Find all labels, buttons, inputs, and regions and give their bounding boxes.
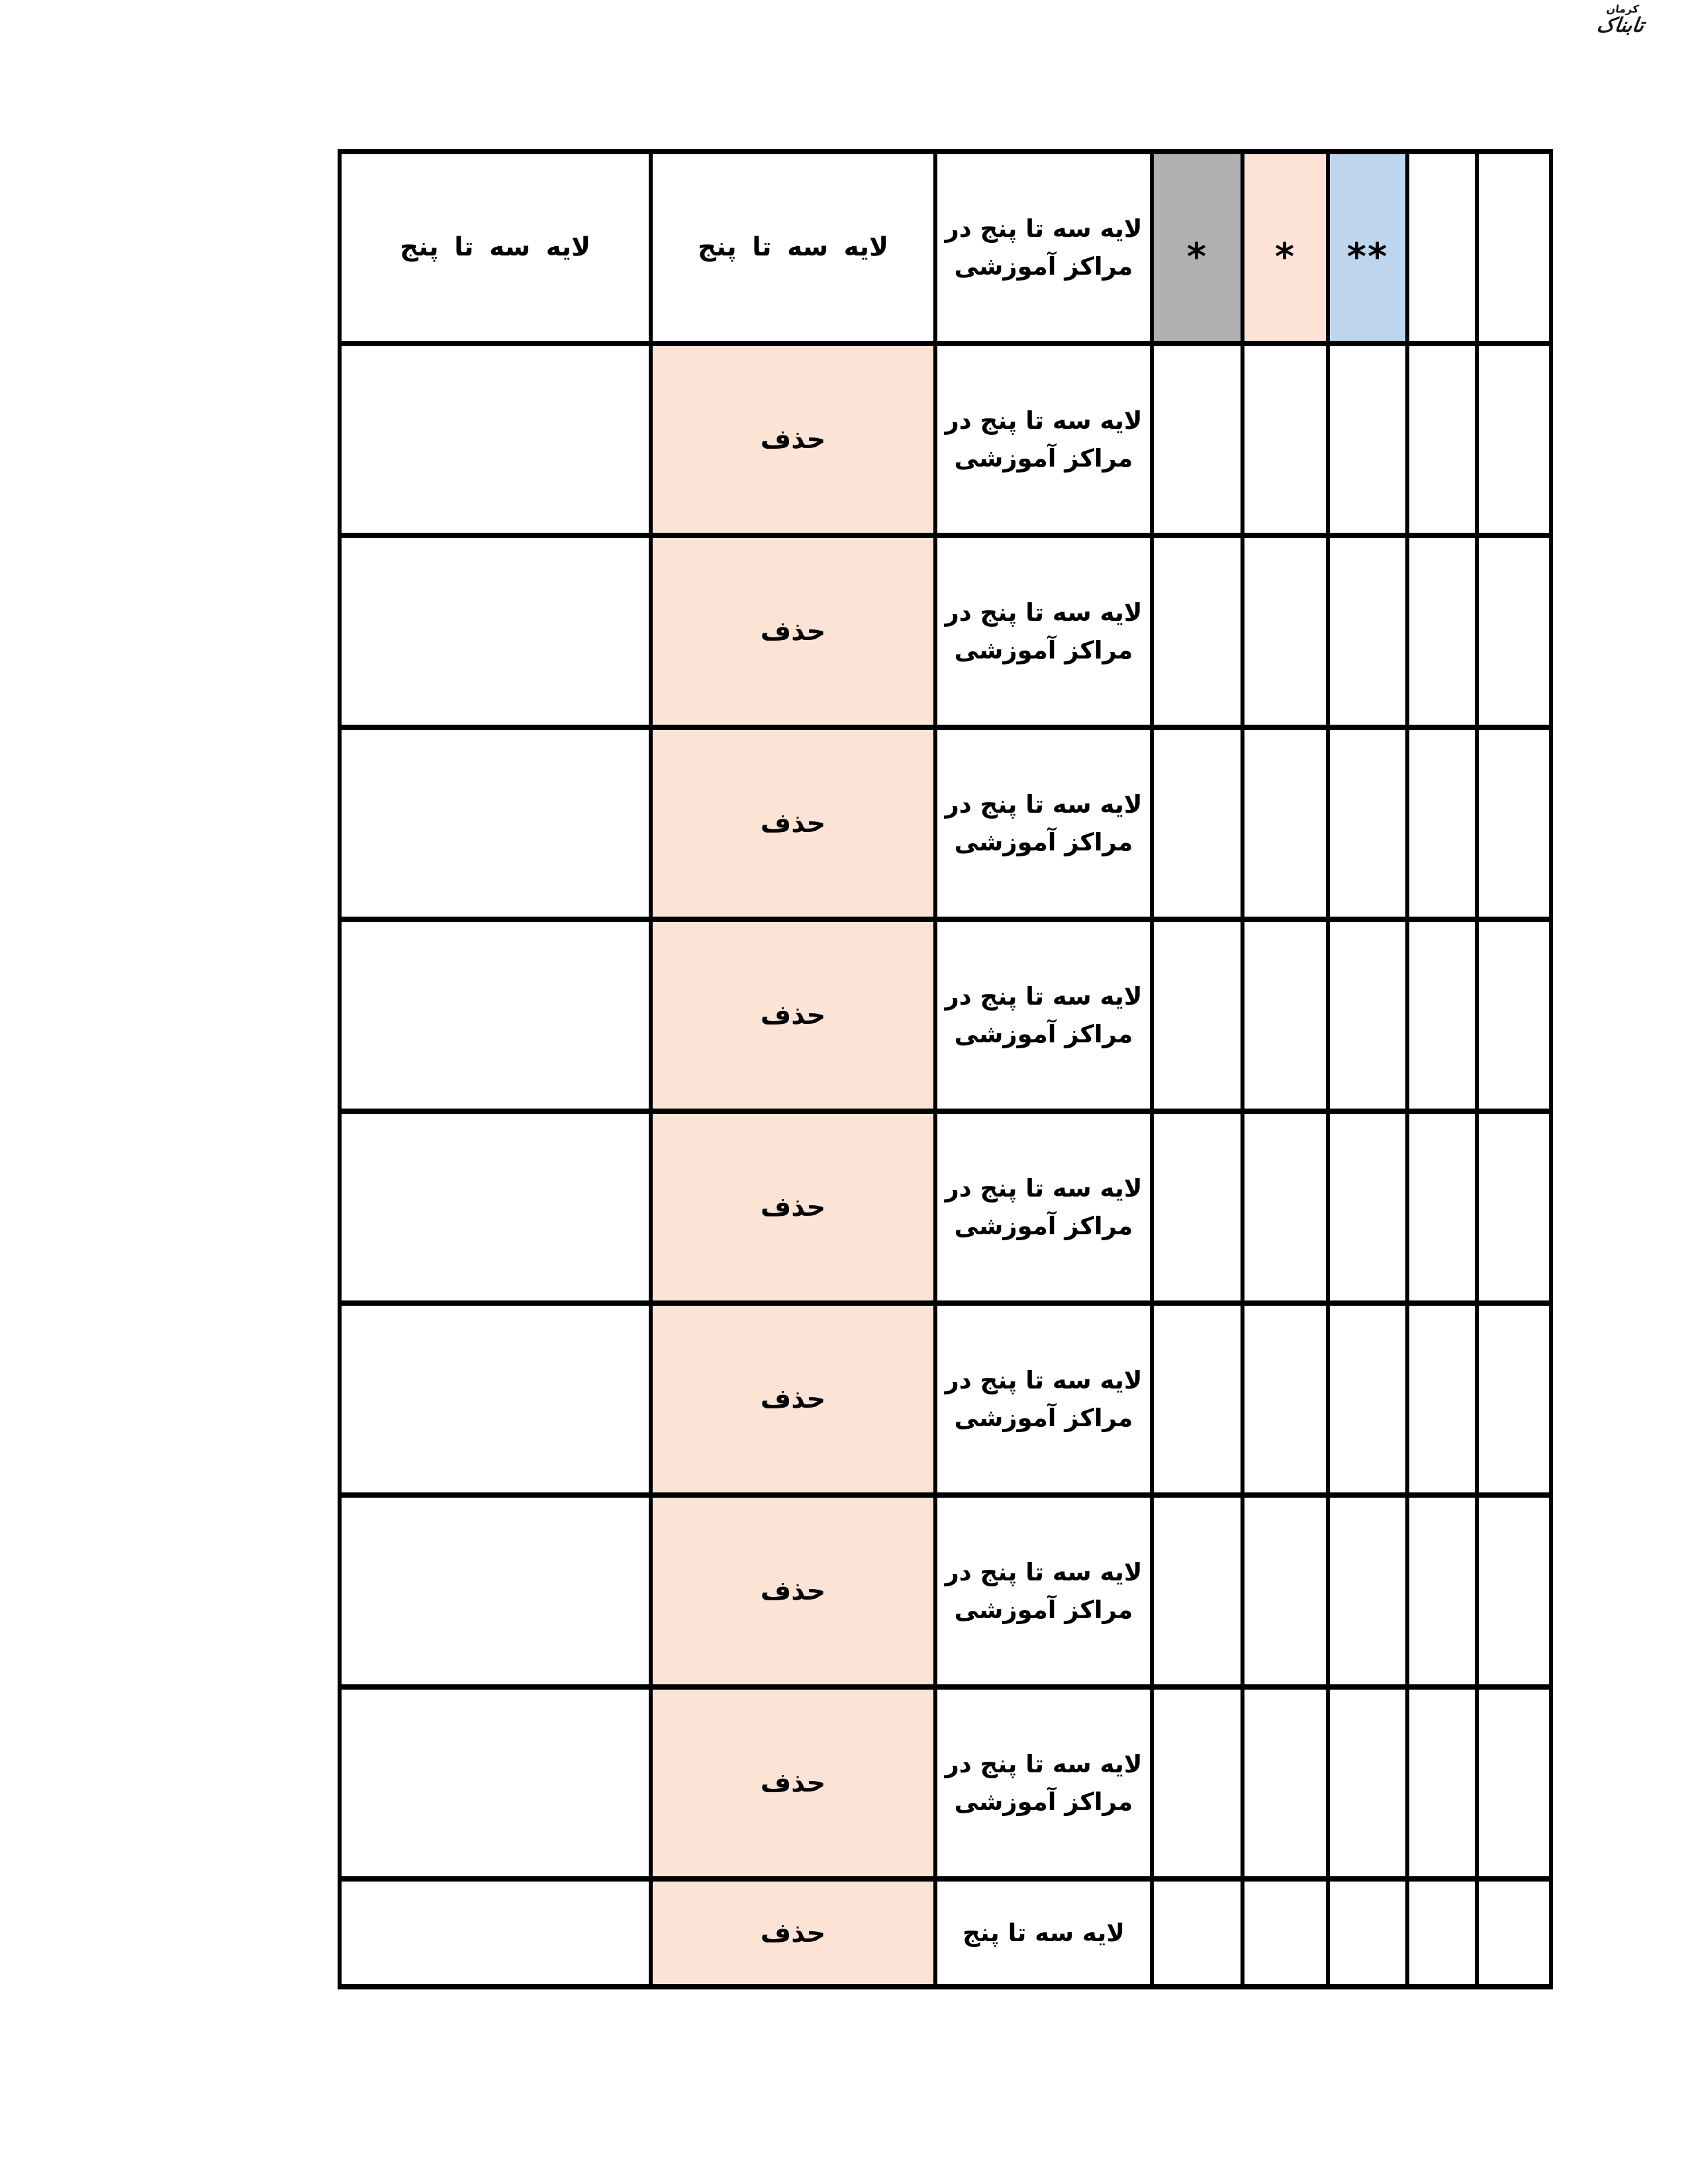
header-cell-star-blue: [1328, 152, 1407, 343]
empty-cell: [1328, 1879, 1407, 1987]
empty-cell: [1152, 1303, 1243, 1495]
desc-line1: لایه سه تا پنج در: [945, 1557, 1143, 1586]
star-peach-label: *: [1274, 235, 1296, 279]
empty-cell: [340, 1303, 651, 1495]
desc-cell: [935, 343, 1152, 535]
site-logo-brand: تابناک: [1595, 13, 1646, 37]
delete-label: حذف: [760, 424, 826, 455]
empty-cell: [1152, 535, 1243, 727]
empty-cell: [1328, 535, 1407, 727]
empty-cell: [1243, 1495, 1328, 1687]
empty-cell: [1477, 727, 1551, 919]
empty-cell: [1328, 1687, 1407, 1879]
site-logo-region: کرمان: [1605, 3, 1640, 15]
delete-cell: [651, 1111, 935, 1303]
desc-label: [937, 1169, 1150, 1246]
table-row: [340, 1687, 1551, 1879]
empty-cell: [1243, 919, 1328, 1111]
table-row: [340, 343, 1551, 535]
table-row: [340, 535, 1551, 727]
empty-cell: [1477, 343, 1551, 535]
desc-line1: لایه سه تا پنج در: [945, 1173, 1143, 1203]
empty-cell: [1407, 1111, 1477, 1303]
delete-cell: [651, 727, 935, 919]
desc-line1: لایه سه تا پنج در: [945, 981, 1143, 1011]
delete-label: حذف: [760, 616, 826, 647]
desc-line1: لایه سه تا پنج در: [945, 790, 1143, 819]
delete-cell: [651, 1303, 935, 1495]
header-cell-layer-1: [340, 152, 651, 343]
desc-cell: [935, 727, 1152, 919]
empty-cell: [1152, 919, 1243, 1111]
desc-line2: مراکز آموزشی: [954, 1020, 1133, 1048]
delete-cell: [651, 343, 935, 535]
header-cell-layer-2: [651, 152, 935, 343]
delete-cell: [651, 919, 935, 1111]
header-label-1: لایه سه تا پنج: [399, 232, 591, 262]
delete-label: حذف: [760, 1768, 826, 1798]
table-header-row: [340, 152, 1551, 343]
desc-cell: [935, 1495, 1152, 1687]
site-logo: [1576, 4, 1667, 36]
empty-cell: [1152, 1879, 1243, 1987]
empty-cell: [340, 535, 651, 727]
empty-cell: [1477, 1111, 1551, 1303]
empty-cell: [1407, 919, 1477, 1111]
empty-cell: [340, 1111, 651, 1303]
empty-cell: [1328, 343, 1407, 535]
header-cell-layer-centers: [935, 152, 1152, 343]
table-row: [340, 727, 1551, 919]
desc-line1: لایه سه تا پنج در: [945, 1749, 1143, 1778]
empty-cell: [1477, 1495, 1551, 1687]
empty-cell: [340, 1687, 651, 1879]
delete-cell: [651, 1495, 935, 1687]
empty-cell: [1477, 1879, 1551, 1987]
desc-cell: [935, 1303, 1152, 1495]
empty-cell: [1477, 1303, 1551, 1495]
header-cell-star-peach: [1243, 152, 1328, 343]
star-blue-label: **: [1346, 235, 1389, 279]
desc-label: [937, 1553, 1150, 1629]
desc-label: [937, 1745, 1150, 1821]
empty-cell: [1152, 1495, 1243, 1687]
desc-label: [937, 786, 1150, 862]
empty-cell: [1407, 1687, 1477, 1879]
desc-line2: مراکز آموزشی: [954, 1404, 1133, 1432]
desc-label: [937, 402, 1150, 478]
desc-cell: [935, 1879, 1152, 1987]
desc-cell: [935, 535, 1152, 727]
header-cell-star-gray: [1152, 152, 1243, 343]
empty-cell: [1152, 343, 1243, 535]
desc-line1: لایه سه تا پنج: [962, 1918, 1125, 1947]
desc-label: [937, 1914, 1150, 1952]
empty-cell: [1328, 1111, 1407, 1303]
delete-label: حذف: [760, 1000, 826, 1030]
empty-cell: [1407, 535, 1477, 727]
table-row: [340, 1303, 1551, 1495]
empty-cell: [1243, 343, 1328, 535]
desc-cell: [935, 1687, 1152, 1879]
desc-line2: مراکز آموزشی: [954, 444, 1133, 473]
data-table: [338, 149, 1553, 1989]
table-row: [340, 919, 1551, 1111]
delete-label: حذف: [760, 1384, 826, 1414]
empty-cell: [1328, 1495, 1407, 1687]
empty-cell: [1477, 535, 1551, 727]
empty-cell: [1407, 1495, 1477, 1687]
empty-cell: [1328, 919, 1407, 1111]
star-gray-label: *: [1186, 235, 1208, 279]
delete-label: حذف: [760, 1576, 826, 1606]
desc-label: [937, 594, 1150, 670]
empty-cell: [1243, 1879, 1328, 1987]
desc-line2: مراکز آموزشی: [954, 636, 1133, 664]
delete-label: حذف: [760, 1917, 826, 1948]
empty-cell: [1407, 1303, 1477, 1495]
empty-cell: [1477, 919, 1551, 1111]
empty-cell: [1152, 1111, 1243, 1303]
desc-line1: لایه سه تا پنج در: [945, 406, 1143, 435]
desc-line2: مراکز آموزشی: [954, 1788, 1133, 1816]
table-row: [340, 1111, 1551, 1303]
empty-cell: [1328, 1303, 1407, 1495]
empty-cell: [1328, 727, 1407, 919]
empty-cell: [1152, 1687, 1243, 1879]
empty-cell: [1243, 1111, 1328, 1303]
empty-cell: [340, 1879, 651, 1987]
empty-cell: [340, 1495, 651, 1687]
empty-cell: [1243, 535, 1328, 727]
desc-line1: لایه سه تا پنج در: [945, 598, 1143, 627]
empty-cell: [340, 727, 651, 919]
empty-cell: [1477, 1687, 1551, 1879]
table-row: [340, 1879, 1551, 1987]
header-label-2: لایه سه تا پنج: [697, 232, 889, 262]
desc-cell: [935, 919, 1152, 1111]
empty-cell: [1407, 1879, 1477, 1987]
desc-label: [937, 1361, 1150, 1437]
delete-label: حذف: [760, 1192, 826, 1222]
delete-label: حذف: [760, 808, 826, 839]
desc-line2: مراکز آموزشی: [954, 1212, 1133, 1240]
header-label-3: [937, 210, 1150, 286]
empty-cell: [1407, 727, 1477, 919]
desc-line2: مراکز آموزشی: [954, 828, 1133, 856]
header-cell-empty-1: [1407, 152, 1477, 343]
empty-cell: [1243, 1303, 1328, 1495]
delete-cell: [651, 1687, 935, 1879]
empty-cell: [1407, 343, 1477, 535]
empty-cell: [340, 343, 651, 535]
header-label-3-line1: لایه سه تا پنج در: [945, 214, 1143, 243]
delete-cell: [651, 1879, 935, 1987]
desc-label: [937, 978, 1150, 1054]
empty-cell: [1243, 1687, 1328, 1879]
delete-cell: [651, 535, 935, 727]
header-label-3-line2: مراکز آموزشی: [954, 252, 1133, 281]
empty-cell: [340, 919, 651, 1111]
desc-line1: لایه سه تا پنج در: [945, 1365, 1143, 1394]
empty-cell: [1243, 727, 1328, 919]
empty-cell: [1152, 727, 1243, 919]
desc-cell: [935, 1111, 1152, 1303]
table-row: [340, 1495, 1551, 1687]
header-cell-empty-2: [1477, 152, 1551, 343]
desc-line2: مراکز آموزشی: [954, 1596, 1133, 1624]
